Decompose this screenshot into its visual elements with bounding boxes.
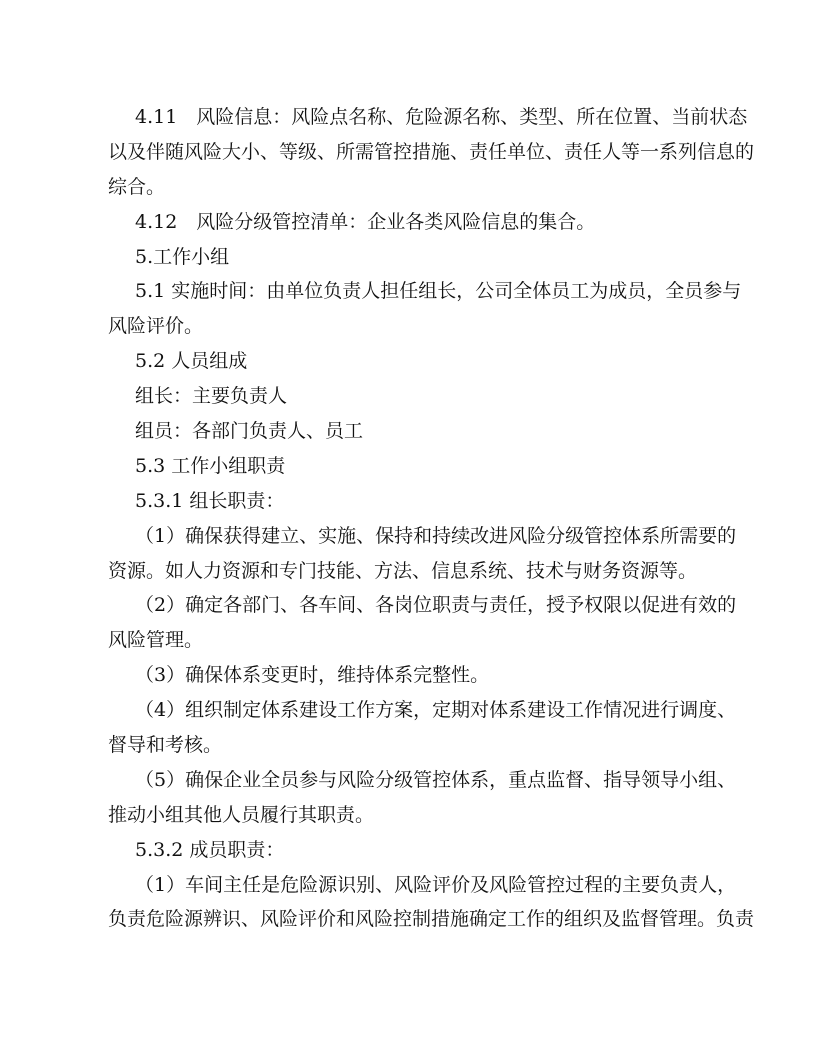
paragraph: [108, 416, 722, 451]
paragraph: [108, 102, 755, 207]
paragraph: [108, 590, 737, 660]
text-line: 资源。如人力资源和专门技能、方法、信息系统、技术与财务资源等。: [108, 559, 698, 582]
text-line: 负责危险源辨识、风险评价和风险控制措施确定工作的组织及监督管理。负责: [108, 908, 755, 931]
text-line: （5）确保企业全员参与风险分级管控体系，重点监督、指导领导小组、: [135, 768, 737, 791]
text-line: 综合。: [108, 175, 166, 198]
text-line: 5.工作小组: [135, 245, 230, 268]
paragraph: [108, 660, 722, 695]
paragraph: [108, 276, 742, 346]
text-line: 5.3.1 组长职责：: [135, 489, 285, 512]
paragraph: [108, 521, 737, 591]
paragraph: [108, 695, 737, 765]
paragraph: [108, 835, 722, 870]
text-line: 以及伴随风险大小、等级、所需管控措施、责任单位、责任人等一系列信息的: [108, 140, 755, 163]
paragraph: [108, 346, 722, 381]
paragraph: [108, 486, 722, 521]
paragraph: [108, 765, 737, 835]
text-line: 5.3.2 成员职责：: [135, 838, 285, 861]
paragraph: [108, 451, 722, 486]
text-line: 4.12 风险分级管控清单：企业各类风险信息的集合。: [135, 210, 596, 233]
text-line: 督导和考核。: [108, 734, 223, 757]
text-line: 组长：主要负责人: [135, 385, 288, 408]
text-line: 风险评价。: [108, 315, 204, 338]
text-line: 5.2 人员组成: [135, 350, 248, 373]
text-line: （3）确保体系变更时，维持体系完整性。: [135, 664, 490, 687]
document-page: [108, 102, 755, 939]
text-line: （2）确定各部门、各车间、各岗位职责与责任，授予权限以促进有效的: [135, 594, 737, 617]
text-line: 5.1 实施时间：由单位负责人担任组长，公司全体员工为成员，全员参与: [135, 280, 742, 303]
paragraph: [108, 242, 722, 277]
text-line: （1）车间主任是危险源识别、风险评价及风险管控过程的主要负责人，: [135, 873, 737, 896]
paragraph: [108, 207, 722, 242]
text-line: 风险管理。: [108, 629, 204, 652]
text-line: 4.11 风险信息：风险点名称、危险源名称、类型、所在位置、当前状态: [135, 106, 748, 128]
text-line: 组员：各部门负责人、员工: [135, 420, 364, 443]
text-line: （4）组织制定体系建设工作方案，定期对体系建设工作情况进行调度、: [135, 699, 737, 722]
text-line: （1）确保获得建立、实施、保持和持续改进风险分级管控体系所需要的: [135, 524, 737, 547]
paragraph: [108, 381, 722, 416]
text-line: 5.3 工作小组职责: [135, 454, 286, 477]
paragraph: [108, 870, 755, 940]
text-line: 推动小组其他人员履行其职责。: [108, 803, 375, 826]
